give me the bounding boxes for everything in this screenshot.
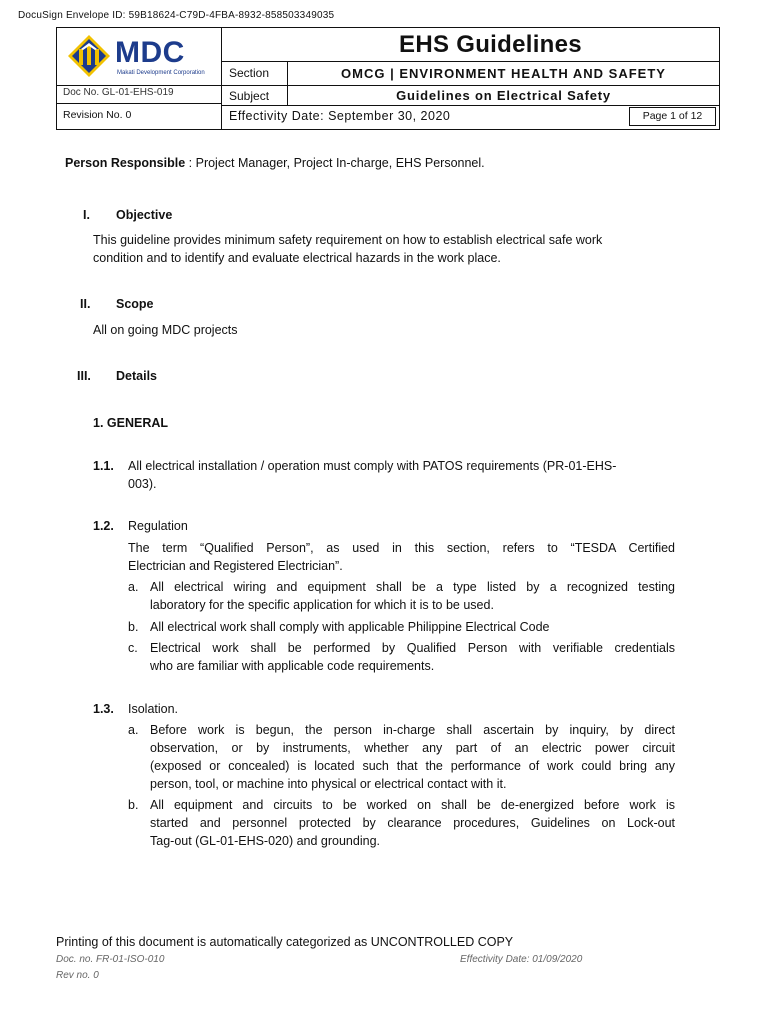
revision-number: Revision No. 0 [57,104,222,129]
scope-number: II. [80,297,91,311]
doc-number: Doc No. GL-01-EHS-019 [57,86,222,104]
footer-rev-number: Rev no. 0 [56,970,99,981]
section-value: OMCG | ENVIRONMENT HEALTH AND SAFETY [288,62,719,86]
subject-label: Subject [222,86,288,106]
footer-effectivity-date: Effectivity Date: 01/09/2020 [460,954,583,965]
item-1-2-a-letter: a. [128,580,139,594]
logo-subtext: Makati Development Corporation [117,70,205,76]
person-responsible [65,156,485,170]
subject-value: Guidelines on Electrical Safety [288,86,719,106]
item-1-3-number: 1.3. [93,702,114,716]
item-1-3-a-line-2: observation, or by instruments, whether any part of an electric power circuit [150,741,675,755]
item-1-3-b-line-2: started and personnel protected by clearance procedures, Guidelines on Lock-out [150,816,675,830]
page-number: Page 1 of 12 [629,107,716,126]
item-1-2-c-line-1: Electrical work shall be performed by Qualified Person with verifiable credentials [150,641,675,655]
objective-heading: Objective [116,208,173,222]
details-number: III. [77,369,91,383]
objective-number: I. [83,208,90,222]
details-heading: Details [116,369,157,383]
item-1-2-c-line-2: who are familiar with applicable code requirements. [150,659,435,673]
item-1-3-title: Isolation. [128,702,179,716]
item-1-3-b-line-1: All equipment and circuits to be worked on shall be de-energized before work is [150,798,675,812]
item-1-1-line-2: 003). [128,477,157,491]
general-heading: 1. GENERAL [93,416,169,430]
section-label: Section [222,62,288,86]
item-1-2-b-line-1: All electrical work shall comply with applicable Philippine Electrical Code [150,620,550,634]
item-1-1-line-1: All electrical installation / operation must comply with PATOS requirements (PR-01-EHS- [128,459,617,473]
document-title: EHS Guidelines [222,28,719,62]
footer-doc-number: Doc. no. FR-01-ISO-010 [56,954,165,965]
item-1-2-title: Regulation [128,519,188,533]
item-1-2-a-line-1: All electrical wiring and equipment shall be a type listed by a recognized testing [150,580,675,594]
item-1-3-a-line-1: Before work is begun, the person in-charge shall ascertain by inquiry, by direct [150,723,675,737]
item-1-2-a-line-2: laboratory for the specific application for which it is to be used. [150,598,494,612]
item-1-2-b-letter: b. [128,620,139,634]
item-1-2-c-letter: c. [128,641,138,655]
objective-line-2: condition and to identify and evaluate electrical hazards in the work place. [93,251,501,265]
scope-heading: Scope [116,297,154,311]
item-1-1-number: 1.1. [93,459,114,473]
item-1-3-a-letter: a. [128,723,139,737]
uncontrolled-copy-notice: Printing of this document is automatically categorized as UNCONTROLLED COPY [56,935,514,949]
docusign-envelope-id: DocuSign Envelope ID: 59B18624-C79D-4FBA-8932-858503349035 [18,10,335,21]
item-1-3-a-line-4: person, tool, or machine into physical or electrical contact with it. [150,777,507,791]
person-responsible-label: Person Responsible [65,156,186,170]
item-1-3-a-line-3: (exposed or concealed) is located such that the performance of work could bring any [150,759,675,773]
effectivity-date: Effectivity Date: September 30, 2020 [229,109,451,123]
logo-wordmark: MDC [115,36,185,69]
item-1-3-b-letter: b. [128,798,139,812]
scope-text: All on going MDC projects [93,323,238,337]
item-1-3-b-line-3: Tag-out (GL-01-EHS-020) and grounding. [150,834,380,848]
item-1-2-line-1: The term “Qualified Person”, as used in this section, refers to “TESDA Certified [128,541,675,555]
item-1-2-line-2: Electrician and Registered Electrician”. [128,559,343,573]
item-1-2-number: 1.2. [93,519,114,533]
person-responsible-value: : Project Manager, Project In-charge, EHS Personnel. [185,156,485,170]
objective-line-1: This guideline provides minimum safety requirement on how to establish electrical safe work [93,233,603,247]
